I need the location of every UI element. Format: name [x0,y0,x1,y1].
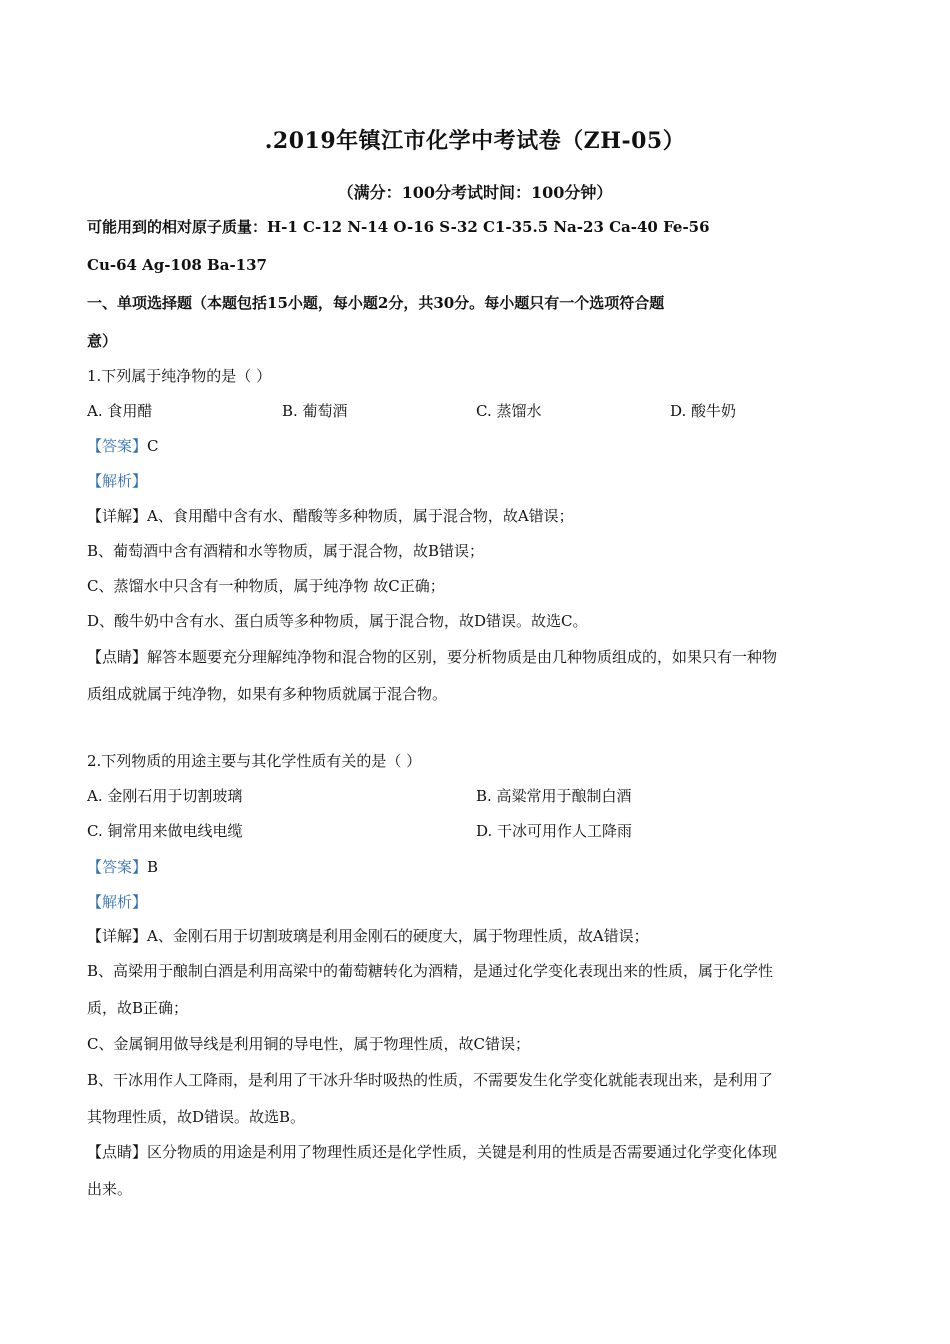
q1-answer [87,435,159,456]
detail-tag: 【详解】 [87,507,148,525]
q2-detail-line-5: B、干冰用作人工降雨，是利用了干冰升华时吸热的性质，不需要发生化学变化就能表现出来，是利用了 [87,1071,774,1089]
comment-tag: 【点睛】 [87,648,148,666]
q1-comment-line-2: 质组成就属于纯净物，如果有多种物质就属于混合物。 [87,685,448,703]
detail-text: A、食用醋中含有水、醋酸等多种物质，属于混合物，故A错误； [147,507,574,525]
q2-detail-line-3: 质，故B正确； [87,999,189,1017]
q1-comment-line-1 [87,646,777,667]
q2-option-d: D. 干冰可用作人工降雨 [476,822,633,840]
answer-tag: 【答案】 [87,858,148,876]
answer-tag: 【答案】 [87,437,148,455]
section-heading-line-1: 一、单项选择题（本题包括15小题，每小题2分，共30分。每小题只有一个选项符合题 [87,294,665,312]
section-heading-line-2: 意） [87,332,118,350]
page-title: .2019年镇江市化学中考试卷（ZH-05） [264,128,686,154]
detail-tag: 【详解】 [87,927,148,945]
q2-analysis-tag: 【解析】 [87,893,148,911]
answer-value: B [147,858,159,876]
comment-text: 区分物质的用途是利用了物理性质还是化学性质，关键是利用的性质是否需要通过化学变化体现 [147,1143,778,1161]
q2-detail-line-4: C、金属铜用做导线是利用铜的导电性，属于物理性质，故C错误； [87,1035,530,1053]
answer-value: C [147,437,159,455]
comment-text: 解答本题要充分理解纯净物和混合物的区别，要分析物质是由几种物质组成的，如果只有一种物 [147,648,778,666]
q1-detail-line-2: B、葡萄酒中含有酒精和水等物质，属于混合物，故B错误； [87,542,485,560]
atomic-mass-line-1: 可能用到的相对原子质量：H-1 C-12 N-14 O-16 S-32 C1-35.5 Na-23 Ca-40 Fe-56 [87,218,710,236]
q2-answer [87,856,158,877]
detail-text: A、金刚石用于切割玻璃是利用金刚石的硬度大，属于物理性质，故A错误； [147,927,649,945]
q1-detail-line-3: C、蒸馏水中只含有一种物质，属于纯净物 故C正确； [87,577,445,595]
q2-option-b: B. 高粱常用于酿制白酒 [476,787,632,805]
atomic-mass-line-2: Cu-64 Ag-108 Ba-137 [87,256,267,274]
q2-comment-line-2: 出来。 [87,1180,133,1198]
q2-detail-line-2: B、高梁用于酿制白酒是利用高梁中的葡萄糖转化为酒精，是通过化学变化表现出来的性质，属于化学性 [87,962,774,980]
q2-detail-line-6: 其物理性质，故D错误。故选B。 [87,1108,306,1126]
q1-option-d: D. 酸牛奶 [670,402,737,420]
q2-comment-line-1 [87,1141,777,1162]
q2-option-c: C. 铜常用来做电线电缆 [87,822,243,840]
q1-option-a: A. 食用醋 [87,402,153,420]
q1-detail-line-4: D、酸牛奶中含有水、蛋白质等多种物质，属于混合物，故D错误。故选C。 [87,612,588,630]
comment-tag: 【点睛】 [87,1143,148,1161]
exam-info: （满分：100分考试时间：100分钟） [337,183,613,202]
q1-analysis-tag: 【解析】 [87,472,148,490]
q2-detail-line-1 [87,925,649,946]
q2-stem: 2.下列物质的用途主要与其化学性质有关的是（ ） [87,752,422,770]
q1-stem: 1.下列属于纯净物的是（ ） [87,367,272,385]
q1-option-c: C. 蒸馏水 [476,402,542,420]
q1-option-b: B. 葡萄酒 [282,402,348,420]
q1-detail-line-1 [87,505,574,526]
q2-option-a: A. 金刚石用于切割玻璃 [87,787,243,805]
